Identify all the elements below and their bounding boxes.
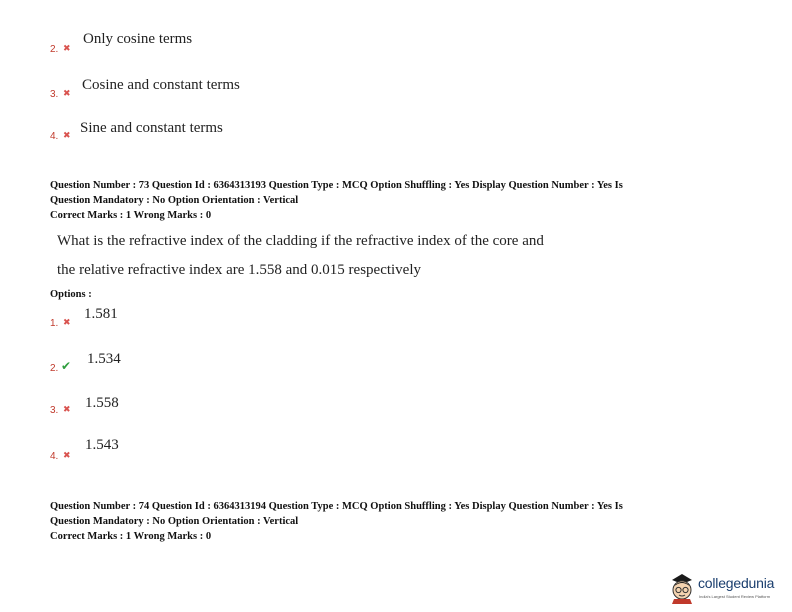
cross-icon: ✖ — [63, 130, 71, 140]
option-number: 3. — [50, 405, 59, 416]
option-number: 3. — [50, 89, 59, 100]
option-number: 2. — [50, 363, 59, 374]
cross-icon: ✖ — [63, 43, 71, 53]
mascot-icon — [668, 572, 696, 604]
option-text: Sine and constant terms — [80, 120, 223, 136]
option-text: 1.558 — [85, 395, 119, 411]
option-text: 1.543 — [85, 437, 119, 453]
question-meta — [50, 178, 770, 223]
option-number: 4. — [50, 131, 59, 142]
option-number: 1. — [50, 318, 59, 329]
options-label: Options : — [50, 289, 92, 300]
collegedunia-logo — [668, 570, 788, 606]
question-meta — [50, 499, 770, 544]
cross-icon: ✖ — [63, 88, 71, 98]
cross-icon: ✖ — [63, 450, 71, 460]
question-meta-line: Correct Marks : 1 Wrong Marks : 0 — [50, 531, 212, 542]
cross-icon: ✖ — [63, 404, 71, 414]
question-text-line: the relative refractive index are 1.558 and 0.015 respectively — [57, 262, 422, 278]
cross-icon: ✖ — [63, 317, 71, 327]
question-meta-line: Correct Marks : 1 Wrong Marks : 0 — [50, 210, 212, 221]
check-icon: ✔ — [61, 359, 72, 373]
option-number: 2. — [50, 44, 59, 55]
question-meta-line: Question Mandatory : No Option Orientation : Vertical — [50, 516, 299, 527]
option-text: Only cosine terms — [83, 31, 193, 47]
option-text: 1.534 — [87, 351, 121, 367]
option-text: 1.581 — [84, 306, 118, 322]
logo-text: collegedunia — [698, 575, 775, 591]
question-meta-line: Question Mandatory : No Option Orientation : Vertical — [50, 195, 299, 206]
logo-tagline: India's Largest Student Review Platform — [699, 594, 771, 599]
question-meta-line: Question Number : 74 Question Id : 6364313194 Question Type : MCQ Option Shuffling : Yes Display Question Number : Yes Is — [50, 501, 623, 512]
option-number: 4. — [50, 451, 59, 462]
option-text: Cosine and constant terms — [82, 77, 240, 93]
question-meta-line: Question Number : 73 Question Id : 6364313193 Question Type : MCQ Option Shuffling : Yes Display Question Number : Yes Is — [50, 180, 623, 191]
question-text-line: What is the refractive index of the cladding if the refractive index of the core and — [57, 233, 544, 249]
